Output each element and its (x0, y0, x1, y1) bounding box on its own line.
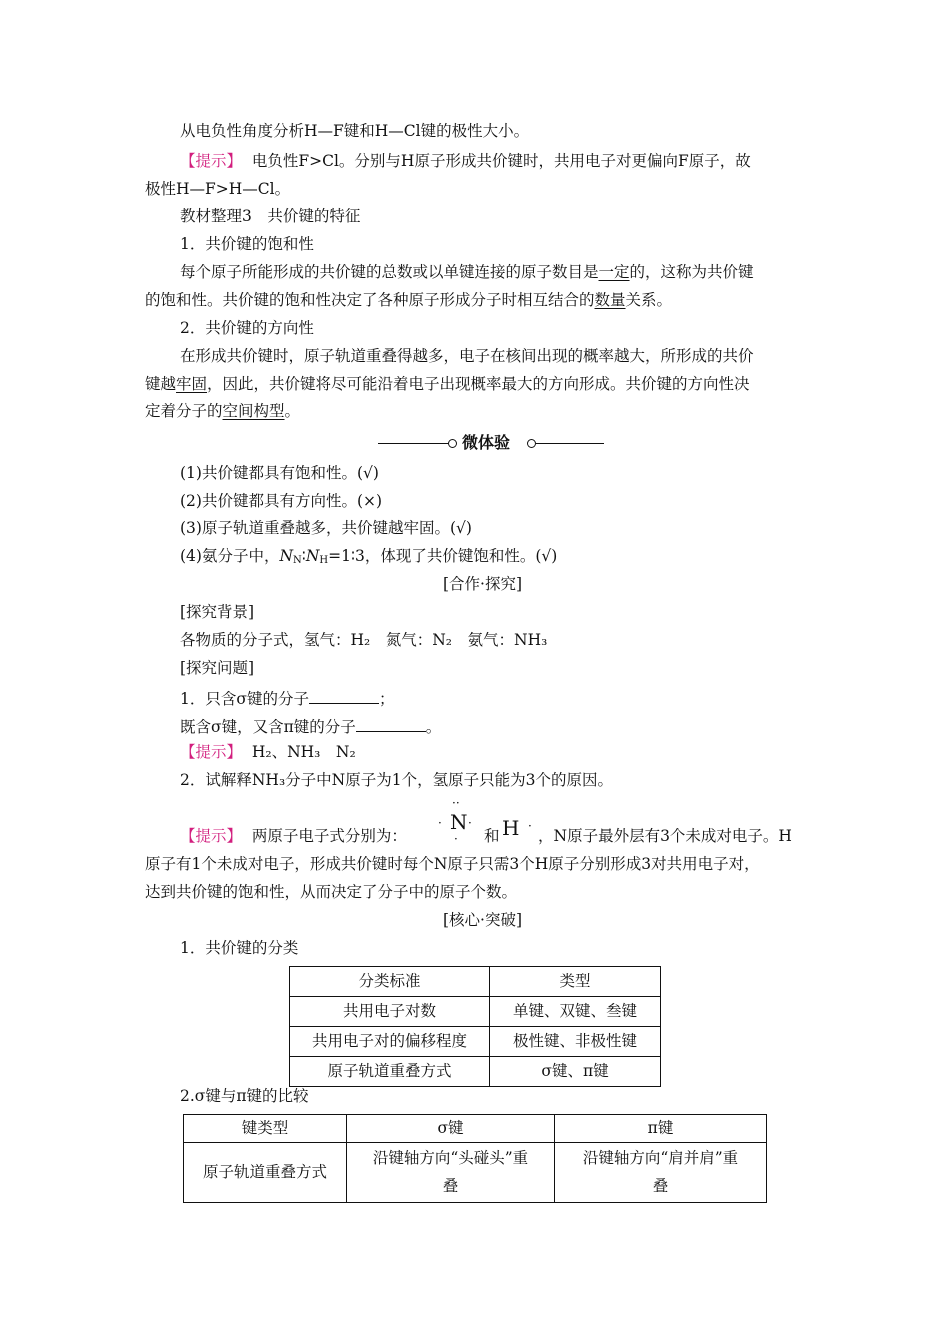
text: ，因此，共价键将尽可能沿着电子出现概率最大的方向形成。共价键的方向性决 (207, 375, 750, 393)
underlined-term: 空间构型 (222, 402, 285, 420)
core-heading: [核心·突破] (443, 911, 523, 929)
explore-hint-1 (180, 745, 356, 761)
explore-question-label: [探究问题] (180, 659, 255, 677)
answer-blank[interactable] (309, 689, 379, 704)
sigma-pi-comparison-table (183, 1114, 767, 1203)
text: ； (378, 690, 395, 708)
underlined-term: 牢固 (176, 375, 208, 393)
explore-hint-2-line1 (180, 829, 407, 845)
table-header-cell: 键类型 (184, 1115, 347, 1143)
symbol: N (305, 547, 320, 565)
underlined-term: 一定 (598, 263, 630, 281)
micro-item-4 (180, 549, 557, 566)
intro-hint-line1 (180, 154, 751, 170)
cell-line: 叠 (442, 1176, 459, 1195)
paragraph-direction-line1: 在形成共价键时，原子轨道重叠得越多，电子在核间出现的概率越大，所形成的共价 (180, 347, 754, 365)
cell-line: 沿键轴方向“头碰头”重 (372, 1148, 529, 1167)
table-header-cell: 类型 (490, 967, 661, 997)
paragraph-direction-line2 (145, 377, 750, 393)
subscript: H (319, 555, 329, 566)
explore-background-text: 各物质的分子式，氢气：H₂ 氮气：N₂ 氨气：NH₃ (180, 631, 548, 649)
cell-line: 沿键轴方向“肩并肩”重 (582, 1148, 739, 1167)
banner-dot-left (448, 439, 457, 448)
table-cell: σ键、π键 (490, 1057, 661, 1087)
nitrogen-symbol: N (450, 810, 468, 834)
table-cell: 原子轨道重叠方式 (184, 1143, 347, 1203)
subscript: N (293, 555, 302, 566)
hydrogen-symbol: H (502, 816, 520, 840)
table-cell: 极性键、非极性键 (490, 1027, 661, 1057)
table-cell: 单键、双键、叁键 (490, 997, 661, 1027)
electron-dot: · (528, 819, 532, 833)
electron-dot: · (454, 832, 458, 846)
table-header-cell: π键 (555, 1115, 767, 1143)
section-title: 教材整理3 共价键的特征 (180, 207, 361, 225)
electron-dot: · (438, 816, 442, 830)
electron-dot: · (468, 816, 472, 830)
text: 的饱和性。共价键的饱和性决定了各种原子形成分子时相互结合的 (145, 291, 595, 309)
table2-title: 2.σ键与π键的比较 (180, 1087, 309, 1105)
paragraph-saturation-line2 (145, 293, 672, 309)
symbol: N (279, 547, 294, 565)
text: 键越 (145, 375, 177, 393)
banner-title: 微体验 (462, 433, 511, 452)
hint-tag: 【提示】 (180, 743, 243, 761)
text: =1∶3，体现了共价键饱和性。(√) (328, 547, 558, 565)
hint-tag: 【提示】 (180, 152, 243, 170)
text: 定着分子的 (145, 402, 223, 420)
answer-blank[interactable] (356, 717, 426, 732)
and-text: 和 (484, 827, 500, 845)
table-cell (555, 1143, 767, 1203)
explore-hint-2-line3: 达到共价键的饱和性，从而决定了分子中的原子个数。 (145, 883, 518, 901)
hint-text: H₂、NH₃ N₂ (251, 743, 356, 761)
intro-question: 从电负性角度分析H—F键和H—Cl键的极性大小。 (180, 122, 530, 140)
text: 两原子电子式分别为： (251, 827, 407, 845)
intro-hint-line2: 极性H—F>H—Cl。 (145, 180, 291, 198)
explore-question-1b (180, 717, 441, 736)
explore-hint-2-tail: ，N原子最外层有3个未成对电子。H (538, 827, 792, 845)
banner-line-left (378, 443, 450, 444)
explore-background-label: [探究背景] (180, 603, 255, 621)
explore-heading: [合作·探究] (443, 575, 523, 593)
subsection-saturation-title: 1．共价键的饱和性 (180, 235, 314, 253)
explore-question-1 (180, 689, 394, 708)
table-cell (347, 1143, 555, 1203)
text: 每个原子所能形成的共价键的总数或以单键连接的原子数目是 (180, 263, 599, 281)
text: (4)氨分子中， (180, 547, 280, 565)
paragraph-direction-line3 (145, 404, 300, 420)
text: 的，这称为共价键 (629, 263, 754, 281)
text: 1．只含σ键的分子 (180, 690, 309, 708)
banner-dot-right (527, 439, 536, 448)
hint-tag: 【提示】 (180, 827, 243, 845)
bond-classification-table (289, 966, 661, 1087)
table-cell: 原子轨道重叠方式 (290, 1057, 490, 1087)
explore-hint-2-line2: 原子有1个未成对电子，形成共价键时每个N原子只需3个H原子分别形成3对共用电子对， (145, 855, 760, 873)
paragraph-saturation-line1 (180, 265, 754, 281)
cell-line: 叠 (652, 1176, 669, 1195)
table1-title: 1．共价键的分类 (180, 939, 299, 957)
text: ∶ (301, 547, 306, 565)
electron-pair-dots: ·· (452, 796, 460, 810)
table-cell: 共用电子对的偏移程度 (290, 1027, 490, 1057)
text: 既含σ键，又含π键的分子 (180, 718, 356, 736)
table-header-cell: 分类标准 (290, 967, 490, 997)
table-cell: 共用电子对数 (290, 997, 490, 1027)
text: 关系。 (625, 291, 673, 309)
table-header-cell: σ键 (347, 1115, 555, 1143)
micro-item-3: (3)原子轨道重叠越多，共价键越牢固。(√) (180, 519, 472, 537)
explore-question-2: 2．试解释NH₃分子中N原子为1个，氢原子只能为3个的原因。 (180, 771, 613, 789)
underlined-term: 数量 (594, 291, 626, 309)
banner-line-right (536, 443, 604, 444)
micro-item-2: (2)共价键都具有方向性。(×) (180, 492, 383, 510)
hint-text: 电负性F>Cl。分别与H原子形成共价键时，共用电子对更偏向F原子，故 (251, 152, 751, 170)
micro-item-1: (1)共价键都具有饱和性。(√) (180, 464, 379, 482)
text: 。 (284, 402, 301, 420)
text: 。 (425, 718, 442, 736)
subsection-direction-title: 2．共价键的方向性 (180, 319, 314, 337)
